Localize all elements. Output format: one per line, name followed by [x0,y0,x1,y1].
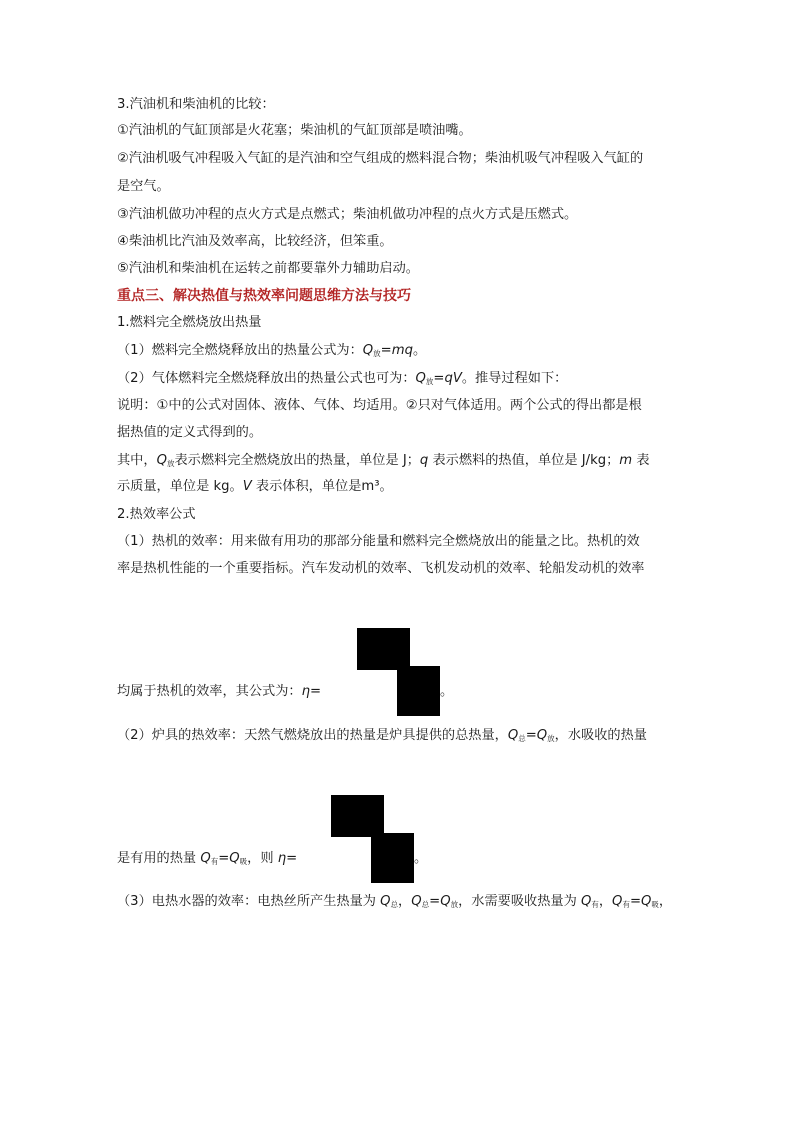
key-point-title: 重点三、解决热值与热效率问题思维方法与技巧 [117,288,411,304]
comparison-item-2-line-2: 是空气。 [117,179,170,194]
redacted-formula-denominator [397,666,440,716]
engine-efficiency-line-2: 率是热机性能的一个重要指标。汽车发动机的效率、飞机发动机的效率、轮船发动机的效率 [117,561,645,576]
comparison-item-5: ⑤汽油机和柴油机在运转之前都要靠外力辅助启动。 [117,261,419,276]
engine-efficiency-end: 。 [440,684,454,699]
comparison-item-3: ③汽油机做功冲程的点火方式是点燃式；柴油机做功冲程的点火方式是压燃式。 [117,207,578,222]
redacted-formula-numerator [331,795,384,837]
redacted-formula-denominator [371,833,414,883]
stove-efficiency-line-2: 是有用的热量 $Q_有=Q_吸$，则 η= [117,851,298,866]
redacted-formula-numerator [357,628,410,670]
comparison-item-2-line-1: ②汽油机吸气冲程吸入气缸的是汽油和空气组成的燃料混合物；柴油机吸气冲程吸入气缸的 [117,151,644,166]
formula-gas-line: （2）气体燃料完全燃烧释放出的热量公式也可为：$Q_放=qV$。推导过程如下： [117,371,568,386]
engine-efficiency-line-3: 均属于热机的效率，其公式为：η= [117,684,322,699]
comparison-heading: 3.汽油机和柴油机的比较： [117,97,275,112]
engine-efficiency-line-1: （1）热机的效率：用来做有用功的那部分能量和燃料完全燃烧放出的能量之比。热机的效 [117,534,640,549]
water-heater-efficiency-line: （3）电热水器的效率：电热丝所产生热量为 $Q_总$，$Q_总=Q_放$，水需要吸收热量为 $Q_有$，$Q_有=Q_吸$， [117,894,673,909]
note-line-2: 据热值的定义式得到的。 [117,425,263,440]
note-line-1: 说明：①中的公式对固体、液体、气体、均适用。②只对气体适用。两个公式的得出都是根 [117,398,642,413]
formula-solid-line: （1）燃料完全燃烧释放出的热量公式为：$Q_放=mq$。 [117,343,427,358]
stove-efficiency-end: 。 [414,851,428,866]
subheading-fuel-heat: 1.燃料完全燃烧放出热量 [117,315,262,330]
stove-efficiency-line-1: （2）炉具的热效率：天然气燃烧放出的热量是炉具提供的总热量，$Q_总=Q_放$，水吸收的热量 [117,728,647,743]
subheading-efficiency: 2.热效率公式 [117,507,196,522]
definition-line-1: 其中，$Q_放$表示燃料完全燃烧放出的热量，单位是 J；q 表示燃料的热值，单位是 J/kg；m 表 [117,453,650,468]
comparison-item-1: ①汽油机的气缸顶部是火花塞；柴油机的气缸顶部是喷油嘴。 [117,123,472,138]
definition-line-2: 示质量，单位是 kg。V 表示体积，单位是m³。 [117,479,393,494]
comparison-item-4: ④柴油机比汽油及效率高，比较经济，但笨重。 [117,234,393,249]
